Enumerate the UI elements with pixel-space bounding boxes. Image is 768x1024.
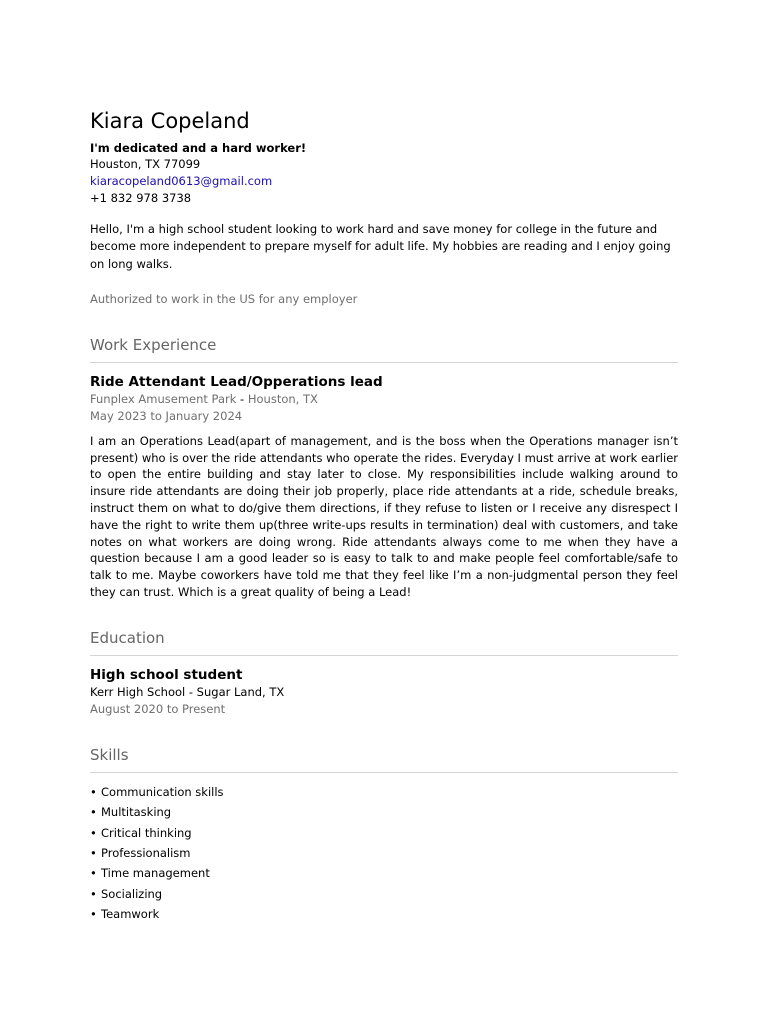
school-name: Kerr High School - Sugar Land, TX [90,684,285,699]
bullet-icon: • [90,805,97,820]
skill-item [90,782,678,802]
company-name: Funplex Amusement Park [90,391,237,406]
skills-list [90,782,678,925]
skill-item [90,863,678,883]
skill-item [90,904,678,924]
skill-label: Professionalism [101,846,191,861]
skill-label: Communication skills [101,784,224,799]
education-dates: August 2020 to Present [90,701,226,716]
bullet-icon: • [90,866,97,881]
work-experience-heading: Work Experience [90,335,678,363]
candidate-name: Kiara Copeland [90,109,250,133]
headline: I'm dedicated and a hard worker! [90,141,307,155]
work-entry [90,373,678,601]
phone: +1 832 978 3738 [90,191,192,205]
bullet-icon: • [90,846,97,861]
resume-page [90,107,678,925]
job-description: I am an Operations Lead(apart of management, and is the boss when the Operations manager isn’t present) who is over the ride attendants who operate the rides. Everyday I must arrive at work earlier to open the entire building and stay later to close. My responsibilities include walking around to insure ride attendants are doing their job properly, place ride attendants at a ride, schedule breaks, instruct them on what to do/give them directions, if they refuse to listen or I receive any disrespect I have the right to write them up(three write-ups results in termination) deal with customers, and take notes on what workers are doing wrong. Ride attendants always come to me when they have a question because I am a good leader so is easy to talk to and make people feel comfortable/safe to talk to me. Maybe coworkers have told me that they feel like I’m a non-judgmental person they feel they can trust. Which is a great quality of being a Lead! [90,433,678,600]
skill-label: Teamwork [101,907,160,922]
skill-label: Socializing [101,886,163,901]
bullet-icon: • [90,907,97,922]
job-company-line [90,391,678,408]
location: Houston, TX 77099 [90,157,201,171]
skill-item [90,843,678,863]
skill-label: Time management [101,866,210,881]
summary: Hello, I'm a high school student looking to work hard and save money for college in the future and become more independent to prepare myself for adult life. My hobbies are reading and I enjoy going on long walks. [90,222,671,271]
skill-label: Multitasking [101,805,172,820]
company-location: Houston, TX [247,391,318,406]
bullet-icon: • [90,886,97,901]
bullet-icon: • [90,825,97,840]
job-dates: May 2023 to January 2024 [90,408,243,423]
skill-item [90,802,678,822]
degree-title: High school student [90,666,243,683]
bullet-icon: • [90,784,97,799]
job-title: Ride Attendant Lead/Opperations lead [90,373,383,390]
skill-item [90,884,678,904]
email-link[interactable]: kiaracopeland0613@gmail.com [90,174,273,188]
skills-heading: Skills [90,745,678,773]
work-authorization: Authorized to work in the US for any employer [90,291,358,306]
education-entry [90,666,678,718]
education-heading: Education [90,628,678,656]
email-line [90,173,678,190]
skill-label: Critical thinking [101,825,192,840]
company-separator: - [236,391,248,406]
skill-item [90,823,678,843]
